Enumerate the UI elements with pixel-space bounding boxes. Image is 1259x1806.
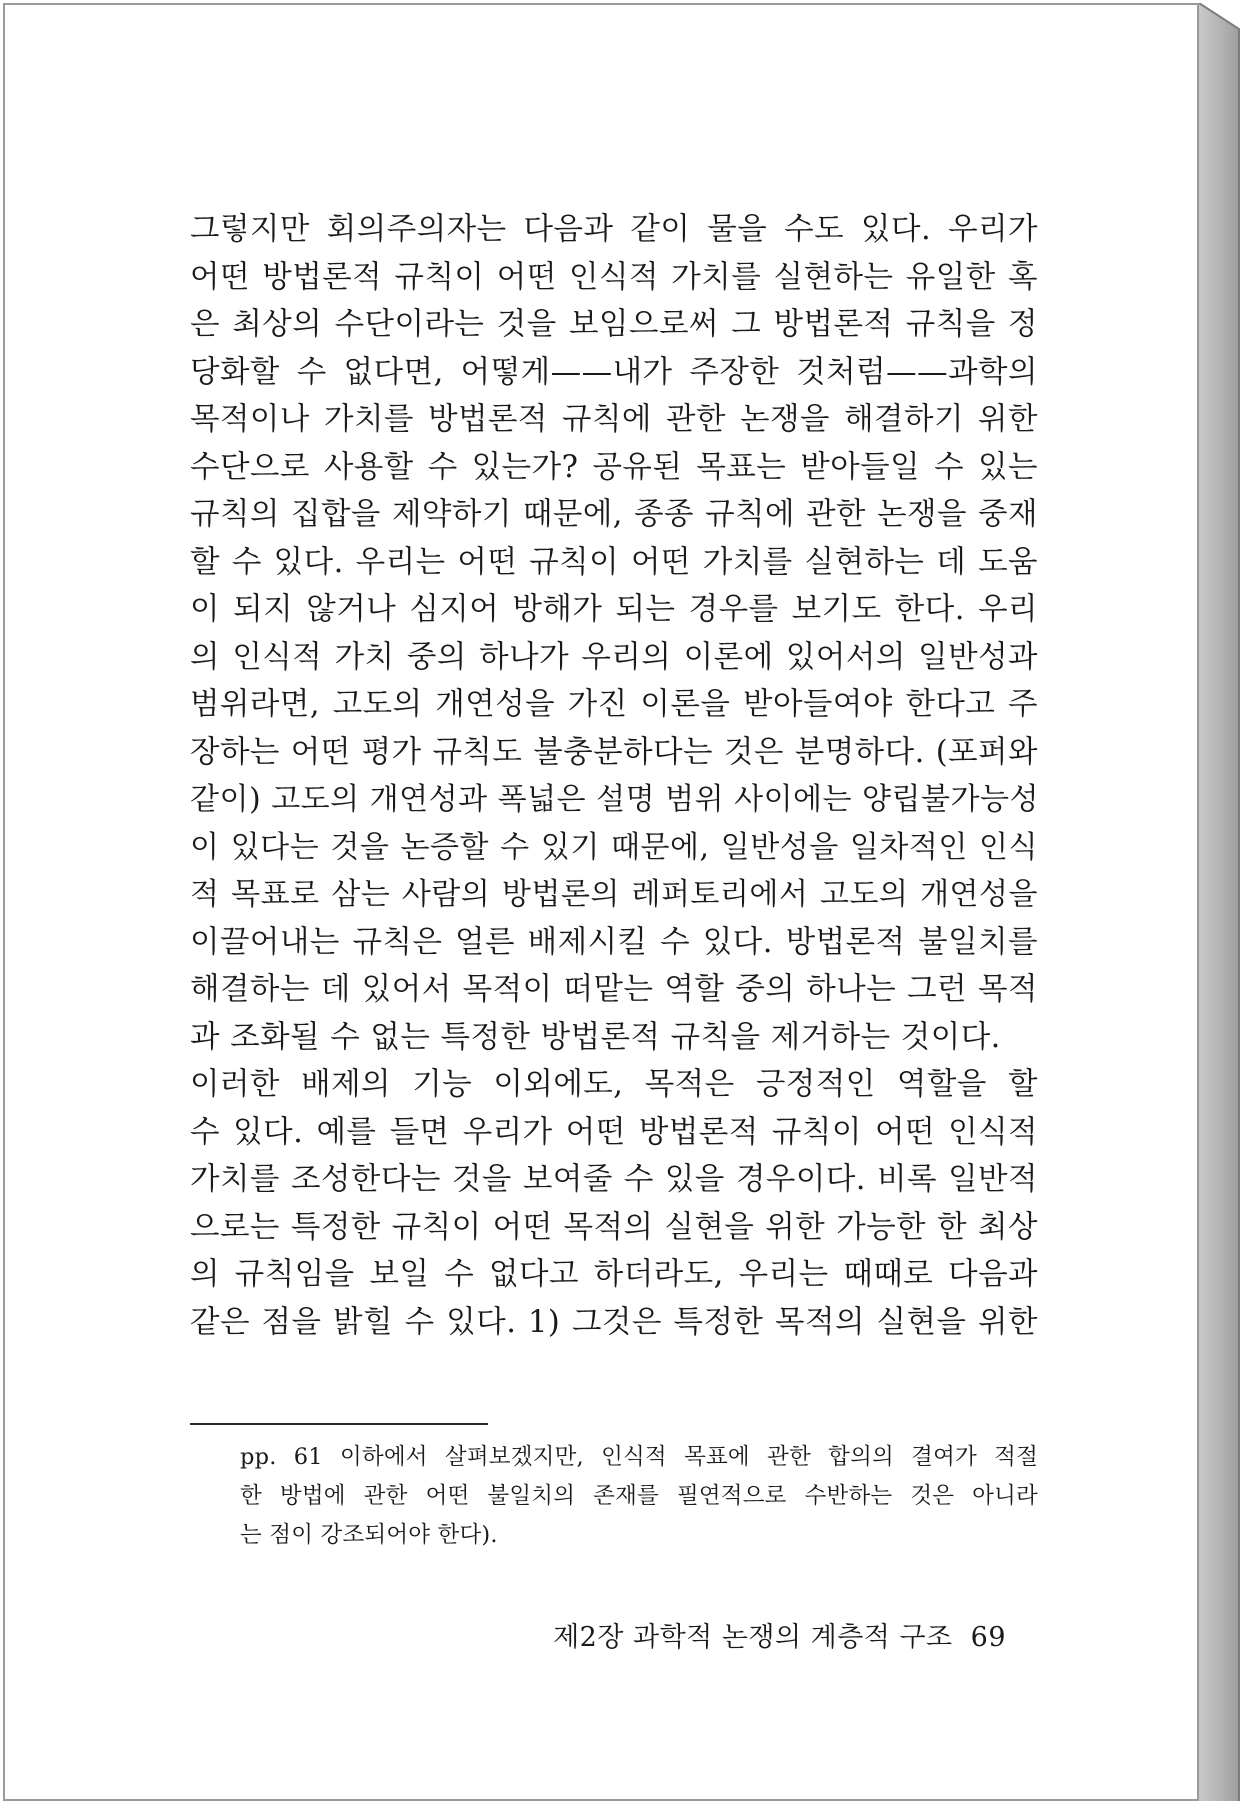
footnote-line: 한 방법에 관한 어떤 불일치의 존재를 필연적으로 수반하는 것은 아니라	[240, 1483, 1038, 1509]
text-line: 과 조화될 수 없는 특정한 방법론적 규칙을 제거하는 것이다.	[190, 1019, 1001, 1055]
running-footer	[536, 1618, 1006, 1658]
text-line: 이 있다는 것을 논증할 수 있기 때문에, 일반성을 일차적인 인식	[190, 829, 1038, 865]
text-line: 의 인식적 가치 중의 하나가 우리의 이론에 있어서의 일반성과	[190, 639, 1038, 675]
footnote	[240, 1438, 1038, 1555]
text-line: 가치를 조성한다는 것을 보여줄 수 있을 경우이다. 비록 일반적	[190, 1162, 1038, 1197]
text-line: 어떤 방법론적 규칙이 어떤 인식적 가치를 실현하는 유일한 혹	[190, 259, 1038, 295]
chapter-title: 제2장 과학적 논쟁의 계층적 구조	[553, 1622, 953, 1653]
footnote-divider	[190, 1423, 488, 1425]
text-line: 이끌어내는 규칙은 얼른 배제시킬 수 있다. 방법론적 불일치를	[190, 924, 1038, 960]
text-line: 의 규칙임을 보일 수 없다고 하더라도, 우리는 때때로 다음과	[190, 1257, 1038, 1292]
text-line: 장하는 어떤 평가 규칙도 불충분하다는 것은 분명하다. (포퍼와	[190, 734, 1038, 770]
text-line: 범위라면, 고도의 개연성을 가진 이론을 받아들여야 한다고 주	[190, 687, 1038, 722]
text-line: 해결하는 데 있어서 목적이 떠맡는 역할 중의 하나는 그런 목적	[190, 972, 1038, 1007]
text-line: 이 되지 않거나 심지어 방해가 되는 경우를 보기도 한다. 우리	[190, 592, 1038, 627]
text-line: 은 최상의 수단이라는 것을 보임으로써 그 방법론적 규칙을 정	[190, 307, 1038, 342]
body-text	[190, 206, 1038, 1346]
text-line: 적 목표로 삼는 사람의 방법론의 레퍼토리에서 고도의 개연성을	[190, 877, 1038, 912]
text-line: 당화할 수 없다면, 어떻게——내가 주장한 것처럼——과학의	[190, 354, 1038, 390]
text-line: 규칙의 집합을 제약하기 때문에, 종종 규칙에 관한 논쟁을 중재	[190, 497, 1038, 532]
paragraph-1	[190, 206, 1038, 1061]
text-line: 수 있다. 예를 들면 우리가 어떤 방법론적 규칙이 어떤 인식적	[190, 1114, 1038, 1150]
text-line: 그렇지만 회의주의자는 다음과 같이 물을 수도 있다. 우리가	[190, 212, 1038, 247]
page-number: 69	[970, 1622, 1006, 1653]
footnote-line: 는 점이 강조되어야 한다).	[240, 1522, 498, 1548]
text-line: 같은 점을 밝힐 수 있다. 1) 그것은 특정한 목적의 실현을 위한	[190, 1304, 1038, 1340]
footnote-line: pp. 61 이하에서 살펴보겠지만, 인식적 목표에 관한 합의의 결여가 적절	[240, 1444, 1038, 1470]
page-stack-edge	[1199, 3, 1245, 1801]
text-line: 할 수 있다. 우리는 어떤 규칙이 어떤 가치를 실현하는 데 도움	[190, 544, 1038, 580]
text-line: 수단으로 사용할 수 있는가? 공유된 목표는 받아들일 수 있는	[190, 449, 1038, 485]
text-line: 으로는 특정한 규칙이 어떤 목적의 실현을 위한 가능한 한 최상	[190, 1209, 1038, 1245]
page-edge-graphic	[1199, 3, 1245, 1801]
text-line: 목적이나 가치를 방법론적 규칙에 관한 논쟁을 해결하기 위한	[190, 402, 1038, 437]
paragraph-2	[190, 1061, 1038, 1346]
text-line: 이러한 배제의 기능 이외에도, 목적은 긍정적인 역할을 할	[190, 1067, 1038, 1102]
text-line: 같이) 고도의 개연성과 폭넓은 설명 범위 사이에는 양립불가능성	[190, 782, 1039, 817]
